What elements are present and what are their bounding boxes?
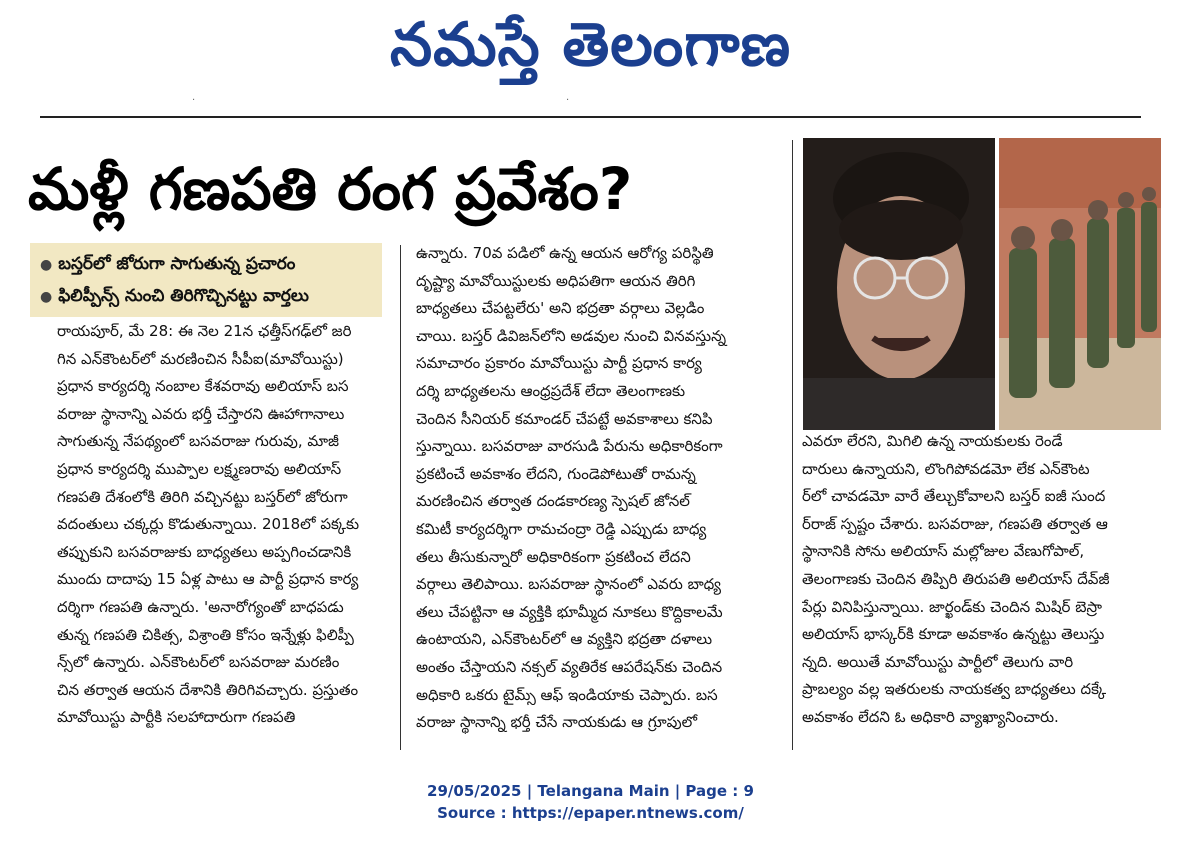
column-divider <box>792 140 793 750</box>
article-line: స్తున్నాయి. బసవరాజు వారసుడి పేరును అధికారికంగా <box>416 437 723 456</box>
bullet-icon: ● <box>40 289 53 305</box>
source-info: Source : https://epaper.ntnews.com/ <box>437 804 744 822</box>
article-headline: మళ్లీ గణపతి రంగ ప్రవేశం? <box>28 155 633 223</box>
article-line: అవకాశం లేదని ఓ అధికారి వ్యాఖ్యానించారు. <box>802 707 1059 726</box>
bullet-icon: ● <box>40 257 53 273</box>
article-line: పేర్లు వినిపిస్తున్నాయి. జార్ఖండ్‌కు చెందిన మిషిర్ బెస్రా <box>802 597 1102 616</box>
article-line: ఉంటాయని, ఎన్‌కౌంటర్‌లో ఆ వ్యక్తిని భద్రతా దళాలు <box>416 630 713 649</box>
article-line: ర్‌రాజ్ స్పష్టం చేశారు. బసవరాజు, గణపతి తర్వాత ఆ <box>802 514 1108 533</box>
article-column-3 <box>802 428 1162 732</box>
article-line: మావోయిస్టు పార్టీకి సలహాదారుగా గణపతి <box>57 708 296 727</box>
summary-bullet: ● ఫిలిప్పీన్స్ నుంచి తిరిగొచ్చినట్టు వార్తలు <box>40 286 309 306</box>
masthead <box>0 0 1181 96</box>
article-photos <box>803 138 1161 430</box>
article-line: వరాజు స్థానాన్ని భర్తీ చేసే నాయకుడు ఆ గ్రూపులో <box>416 713 698 732</box>
cadre-illustration <box>999 138 1161 430</box>
masthead-dots: · · <box>192 95 570 106</box>
article-line: ప్రధాన కార్యదర్శి నంబాల కేశవరావు అలియాస్ బస <box>57 377 349 396</box>
article-line: ఎవరూ లేరని, మిగిలి ఉన్న నాయకులకు రెండే <box>802 432 1063 450</box>
newspaper-logo: నమస్తే తెలంగాణ <box>389 10 792 80</box>
article-line: వర్గాలు తెలిపాయి. బసవరాజు స్థానంలో ఎవరు బాధ్య <box>416 575 722 594</box>
portrait-photo <box>803 138 995 430</box>
article-line: ప్రధాన కార్యదర్శి ముప్పాల లక్ష్మణరావు అలియాస్ <box>57 459 342 478</box>
article-line: వదంతులు చక్కర్లు కొడుతున్నాయి. 2018లో పక్కకు <box>57 515 360 534</box>
article-line: తప్పుకుని బసవరాజుకు బాధ్యతలు అప్పగించడానికి <box>57 542 352 561</box>
article-line: దృష్ట్యా మావోయిస్టులకు అధిపతిగా ఆయన తిరిగి <box>416 271 696 290</box>
article-line: ఉన్నారు. 70వ పడిలో ఉన్న ఆయన ఆరోగ్య పరిస్థితి <box>416 244 714 262</box>
article-line: చిన తర్వాత ఆయన దేశానికి తిరిగివచ్చారు. ప్రస్తుతం <box>57 680 359 699</box>
article-line: గిన ఎన్‌కౌంటర్‌లో మరణించిన సీపీఐ(మావోయిస్టు) <box>57 349 344 368</box>
article-line: గణపతి దేశంలోకి తిరిగి వచ్చినట్టు బస్తర్‌లో జోరుగా <box>57 487 348 506</box>
article-line: వరాజు స్థానాన్ని ఎవరు భర్తీ చేస్తారని ఊహాగానాలు <box>57 404 345 423</box>
column-divider <box>400 245 401 750</box>
article-line: న్స్‌లో ఉన్నారు. ఎన్‌కౌంటర్‌లో బసవరాజు మరణిం <box>57 653 340 672</box>
article-line: ర్‌లో చావడమో వారే తేల్చుకోవాలని బస్తర్ ఐజీ సుంద <box>802 487 1106 506</box>
article-line: తున్న గణపతి చికిత్స, విశ్రాంతి కోసం ఇన్నేళ్లు ఫిలిప్పీ <box>57 625 354 644</box>
article-line: ప్రకటించే అవకాశం లేదని, గుండెపోటుతో రామన్న <box>416 464 696 483</box>
article-line: చాయి. బస్తర్ డివిజన్‌లోని అడవుల నుంచి వినవస్తున్న <box>416 326 727 345</box>
article-column-1 <box>57 318 389 732</box>
article-line: దారులు ఉన్నాయని, లొంగిపోవడమో లేక ఎన్‌కౌంట <box>802 459 1090 478</box>
article-line: తెలంగాణకు చెందిన తిప్పిరి తిరుపతి అలియాస్ దేవ్‌జీ <box>802 569 1110 588</box>
article-line: తలు తీసుకున్నారో అధికారికంగా ప్రకటించ లేదని <box>416 547 691 566</box>
summary-bullets <box>30 243 382 317</box>
article-line: రాయపూర్, మే 28: ఈ నెల 21న ఛత్తీస్‌గఢ్‌లో జరి <box>57 322 352 340</box>
article-line: స్థానానికి సోను అలియాస్ మల్లోజుల వేణుగోపాల్, <box>802 542 1085 561</box>
article-line: అధికారి ఒకరు టైమ్స్ ఆఫ్ ఇండియాకు చెప్పారు. బస <box>416 685 718 704</box>
edition-info: 29/05/2025 | Telangana Main | Page : 9 <box>427 782 754 800</box>
article-line: ముందు దాదాపు 15 ఏళ్ల పాటు ఆ పార్టీ ప్రధాన కార్య <box>57 570 359 589</box>
page-footer <box>0 780 1181 824</box>
article-line: అంతం చేస్తాయని నక్సల్ వ్యతిరేక ఆపరేషన్‌కు చెందిన <box>416 657 723 676</box>
article-line: అలియాస్ భాస్కర్‌కి కూడా అవకాశం ఉన్నట్టు తెలుస్తు <box>802 625 1105 644</box>
article-line: తలు చేపట్టినా ఆ వ్యక్తికి భూమ్మీద నూకలు కొద్దికాలమే <box>416 602 723 621</box>
article-line: సాగుతున్న నేపథ్యంలో బసవరాజు గురువు, మాజీ <box>57 432 340 451</box>
article-line: దర్శి బాధ్యతలను ఆంధ్రప్రదేశ్ లేదా తెలంగాణకు <box>416 381 686 400</box>
article-line: ప్రాబల్యం వల్ల ఇతరులకు నాయకత్వ బాధ్యతలు దక్కే <box>802 680 1107 699</box>
article-line: కమిటీ కార్యదర్శిగా రామచంద్రా రెడ్డి ఎప్పుడు బాధ్య <box>416 519 707 538</box>
article-column-2 <box>416 240 782 737</box>
article-line: మరణించిన తర్వాత దండకారణ్య స్పెషల్ జోనల్ <box>416 492 690 511</box>
portrait-illustration <box>803 138 995 430</box>
article-line: సమాచారం ప్రకారం మావోయిస్టు పార్టీ ప్రధాన కార్య <box>416 354 702 373</box>
article-line: బాధ్యతలు చేపట్టలేరు' అని భద్రతా వర్గాలు వెల్లడిం <box>416 299 705 318</box>
masthead-rule <box>40 116 1141 118</box>
summary-bullet: ● బస్తర్‌లో జోరుగా సాగుతున్న ప్రచారం <box>40 254 296 274</box>
article-line: న్నది. అయితే మావోయిస్టు పార్టీలో తెలుగు వారి <box>802 652 1074 671</box>
article-line: చెందిన సీనియర్ కమాండర్ చేపట్టే అవకాశాలు కనిపి <box>416 409 713 428</box>
article-line: దర్శిగా గణపతి ఉన్నారు. 'అనారోగ్యంతో బాధపడు <box>57 597 344 616</box>
cadre-photo <box>999 138 1161 430</box>
